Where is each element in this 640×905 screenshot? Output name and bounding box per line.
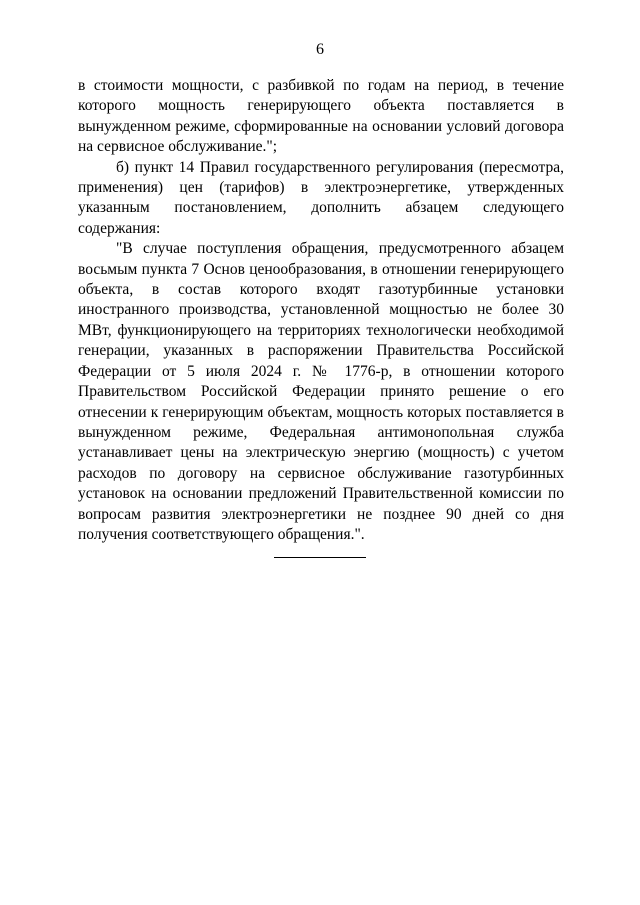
page-number: 6 <box>316 41 324 58</box>
paragraph-continuation: в стоимости мощности, с разбивкой по годам на период, в течение которого мощность генерирующего объекта поставляется в вынужденном режиме, сформированные на основании условий договора на сервисное обслуживание."; <box>78 77 564 156</box>
end-divider-line <box>274 557 366 558</box>
document-body <box>78 76 564 545</box>
paragraph-quoted-addition: "В случае поступления обращения, предусмотренного абзацем восьмым пункта 7 Основ ценообразования, в отношении генерирующего объекта, в состав которого входят газотурбинные установки иностранного производства, установленной мощностью не более 30 МВт, функционирующего на территориях технологически необходимой генерации, указанных в распоряжении Правительства Российской Федерации от 5 июля 2024 г. № 1776-р, в отношении которого Правительством Российской Федерации принято решение о его отнесении к генерирующим объектам, мощность которых поставляется в вынужденном режиме, Федеральная антимонопольная служба устанавливает цены на электрическую энергию (мощность) с учетом расходов по договору на сервисное обслуживание газотурбинных установок на основании предложений Правительственной комиссии по вопросам развития электроэнергетики не позднее 90 дней со дня получения соответствующего обращения.". <box>78 240 564 543</box>
paragraph-item-b: б) пункт 14 Правил государственного регулирования (пересмотра, применения) цен (тарифов) в электроэнергетике, утвержденных указанным постановлением, дополнить абзацем следующего содержания: <box>78 158 564 237</box>
